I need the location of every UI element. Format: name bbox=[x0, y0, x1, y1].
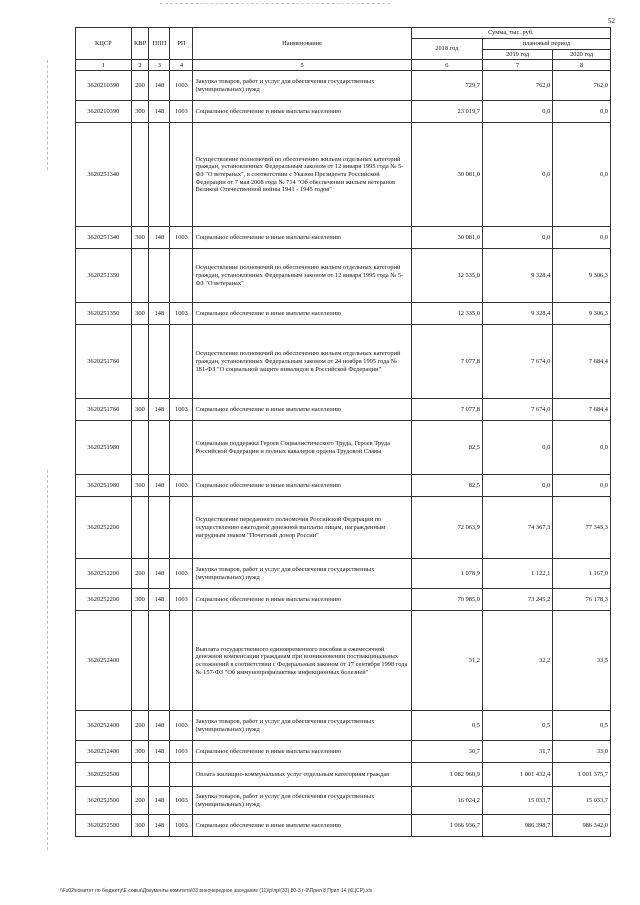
amount-2020-cell: 33,5 bbox=[553, 611, 611, 711]
kcsr-cell: 3620251760 bbox=[76, 325, 132, 399]
col-number: 7 bbox=[482, 60, 552, 71]
amount-2018-cell: 82,5 bbox=[411, 475, 482, 497]
kvr-cell: 200 bbox=[131, 787, 149, 815]
amount-2018-cell: 7 077,8 bbox=[411, 325, 482, 399]
rp-cell: 1003 bbox=[170, 303, 193, 325]
kvr-cell bbox=[131, 763, 149, 787]
amount-2018-cell: 31,2 bbox=[411, 611, 482, 711]
amount-2020-cell: 33,0 bbox=[553, 741, 611, 763]
table-row bbox=[76, 475, 611, 497]
amount-2018-cell: 70 985,0 bbox=[411, 589, 482, 611]
kcsr-cell: 3620251340 bbox=[76, 123, 132, 227]
kvr-cell: 300 bbox=[131, 475, 149, 497]
table-row bbox=[76, 303, 611, 325]
col-number: 2 bbox=[131, 60, 149, 71]
name-cell: Социальное обеспечение и иные выплаты населению bbox=[193, 101, 411, 123]
amount-2019-cell: 0,0 bbox=[482, 421, 552, 475]
header-name: Наименование bbox=[193, 28, 411, 60]
amount-2018-cell: 0,5 bbox=[411, 711, 482, 741]
amount-2018-cell: 1 078,9 bbox=[411, 559, 482, 589]
amount-2019-cell: 0,5 bbox=[482, 711, 552, 741]
kvr-cell bbox=[131, 123, 149, 227]
table-row bbox=[76, 787, 611, 815]
amount-2019-cell: 0,0 bbox=[482, 123, 552, 227]
kcsr-cell: 3620252200 bbox=[76, 497, 132, 559]
amount-2018-cell: 30,7 bbox=[411, 741, 482, 763]
rp-cell: 1003 bbox=[170, 741, 193, 763]
rp-cell: 1003 bbox=[170, 787, 193, 815]
header-plan-period: плановый период bbox=[482, 39, 610, 50]
amount-2019-cell: 762,0 bbox=[482, 71, 552, 101]
kvr-cell bbox=[131, 421, 149, 475]
name-cell: Социальное обеспечение и иные выплаты населению bbox=[193, 399, 411, 421]
table-row bbox=[76, 741, 611, 763]
kcsr-cell: 3620251980 bbox=[76, 421, 132, 475]
kvr-cell: 300 bbox=[131, 303, 149, 325]
kcsr-cell: 3620252400 bbox=[76, 611, 132, 711]
amount-2018-cell: 12 335,0 bbox=[411, 303, 482, 325]
table-body bbox=[76, 71, 611, 837]
amount-2018-cell: 23 019,7 bbox=[411, 101, 482, 123]
amount-2020-cell: 0,0 bbox=[553, 475, 611, 497]
rp-cell: 1003 bbox=[170, 559, 193, 589]
name-cell: Социальная поддержка Героев Социалистического Труда, Героев Труда Российской Федерации и полных кавалеров ордена Трудовой Славы bbox=[193, 421, 411, 475]
table-row bbox=[76, 815, 611, 837]
kvr-cell: 200 bbox=[131, 71, 149, 101]
amount-2019-cell: 31,7 bbox=[482, 741, 552, 763]
kcsr-cell: 3620252400 bbox=[76, 711, 132, 741]
ppp-cell bbox=[149, 497, 170, 559]
amount-2020-cell: 9 306,3 bbox=[553, 249, 611, 303]
kvr-cell: 300 bbox=[131, 589, 149, 611]
table-row bbox=[76, 611, 611, 711]
table-row bbox=[76, 589, 611, 611]
header-kcsr: КЦСР bbox=[76, 28, 132, 60]
rp-cell: 1003 bbox=[170, 101, 193, 123]
name-cell: Социальное обеспечение и иные выплаты населению bbox=[193, 741, 411, 763]
amount-2020-cell: 1 167,0 bbox=[553, 559, 611, 589]
ppp-cell bbox=[149, 325, 170, 399]
name-cell: Социальное обеспечение и иные выплаты населению bbox=[193, 589, 411, 611]
table-row bbox=[76, 497, 611, 559]
rp-cell: 1003 bbox=[170, 227, 193, 249]
amount-2019-cell: 73 245,2 bbox=[482, 589, 552, 611]
scan-artifact-line bbox=[160, 3, 390, 4]
header-rp: РП bbox=[170, 28, 193, 60]
kvr-cell: 300 bbox=[131, 741, 149, 763]
kcsr-cell: 3620210390 bbox=[76, 71, 132, 101]
amount-2018-cell: 1 082 960,9 bbox=[411, 763, 482, 787]
table-row bbox=[76, 123, 611, 227]
rp-cell bbox=[170, 123, 193, 227]
ppp-cell: 148 bbox=[149, 787, 170, 815]
table-row bbox=[76, 421, 611, 475]
name-cell: Оплата жилищно-коммунальных услуг отдельным категориям граждан bbox=[193, 763, 411, 787]
ppp-cell: 148 bbox=[149, 559, 170, 589]
rp-cell: 1003 bbox=[170, 711, 193, 741]
header-2018: 2018 год bbox=[411, 39, 482, 60]
kvr-cell: 300 bbox=[131, 227, 149, 249]
amount-2020-cell: 76 178,3 bbox=[553, 589, 611, 611]
col-number: 8 bbox=[553, 60, 611, 71]
amount-2019-cell: 0,0 bbox=[482, 227, 552, 249]
col-number: 1 bbox=[76, 60, 132, 71]
amount-2018-cell: 82,5 bbox=[411, 421, 482, 475]
name-cell: Осуществление полномочий по обеспечению жильем отдельных категорий граждан, установленных Федеральным законом от 12 января 1995 года № 5-ФЗ "О ветеранах", в соответствии с Указом Президента Российской Федерации от 7 мая 2008 года № 714 "Об обеспечении жильем ветеранов Великой Отечественной войны 1941 - 1945 годов" bbox=[193, 123, 411, 227]
ppp-cell: 148 bbox=[149, 475, 170, 497]
name-cell: Выплата государственного единовременного пособия и ежемесячной денежной компенсации гражданам при возникновении поствакцинальных осложнений в соответствии с Федеральным законом от 17 сентября 1998 года № 157-ФЗ "Об иммунопрофилактике инфекционных болезней" bbox=[193, 611, 411, 711]
name-cell: Осуществление полномочий по обеспечению жильем отдельных категорий граждан, установленных Федеральным законом от 24 ноября 1995 года № 181-ФЗ "О социальной защите инвалидов в Российской Федерации" bbox=[193, 325, 411, 399]
kcsr-cell: 3620252500 bbox=[76, 815, 132, 837]
table-row bbox=[76, 249, 611, 303]
amount-2020-cell: 0,0 bbox=[553, 227, 611, 249]
kvr-cell: 300 bbox=[131, 399, 149, 421]
rp-cell bbox=[170, 611, 193, 711]
ppp-cell: 148 bbox=[149, 589, 170, 611]
amount-2019-cell: 1 122,1 bbox=[482, 559, 552, 589]
amount-2019-cell: 986 398,7 bbox=[482, 815, 552, 837]
header-ppp: ППП bbox=[149, 28, 170, 60]
kcsr-cell: 3620251350 bbox=[76, 249, 132, 303]
amount-2020-cell: 7 684,4 bbox=[553, 399, 611, 421]
amount-2018-cell: 1 066 936,7 bbox=[411, 815, 482, 837]
ppp-cell bbox=[149, 611, 170, 711]
amount-2019-cell: 7 674,0 bbox=[482, 325, 552, 399]
kvr-cell bbox=[131, 611, 149, 711]
name-cell: Социальное обеспечение и иные выплаты населению bbox=[193, 815, 411, 837]
budget-table bbox=[75, 27, 611, 837]
col-number: 4 bbox=[170, 60, 193, 71]
table-row bbox=[76, 711, 611, 741]
name-cell: Закупка товаров, работ и услуг для обеспечения государственных (муниципальных) нужд bbox=[193, 711, 411, 741]
kcsr-cell: 3620210390 bbox=[76, 101, 132, 123]
amount-2020-cell: 77 345,3 bbox=[553, 497, 611, 559]
kcsr-cell: 3620252500 bbox=[76, 763, 132, 787]
file-path-footer: \\Fs02\комитет по бюджету\Е совка\Документы комитета\03 внеочередное заседание (11)\р\пр\(33) 80-3 г-9\Прил 8 Прил 14 (КЦСР).xls bbox=[60, 888, 373, 894]
amount-2020-cell: 762,0 bbox=[553, 71, 611, 101]
amount-2020-cell: 0,5 bbox=[553, 711, 611, 741]
kvr-cell: 300 bbox=[131, 101, 149, 123]
kvr-cell bbox=[131, 325, 149, 399]
name-cell: Социальное обеспечение и иные выплаты населению bbox=[193, 475, 411, 497]
rp-cell: 1003 bbox=[170, 815, 193, 837]
amount-2018-cell: 30 081,0 bbox=[411, 227, 482, 249]
name-cell: Закупка товаров, работ и услуг для обеспечения государственных (муниципальных) нужд bbox=[193, 787, 411, 815]
amount-2019-cell: 7 674,0 bbox=[482, 399, 552, 421]
name-cell: Социальное обеспечение и иные выплаты населению bbox=[193, 303, 411, 325]
ppp-cell bbox=[149, 123, 170, 227]
kcsr-cell: 3620252200 bbox=[76, 589, 132, 611]
amount-2018-cell: 30 081,0 bbox=[411, 123, 482, 227]
rp-cell: 1003 bbox=[170, 399, 193, 421]
page-number: 52 bbox=[608, 17, 615, 25]
amount-2019-cell: 15 033,7 bbox=[482, 787, 552, 815]
header-kvr: КВР bbox=[131, 28, 149, 60]
ppp-cell: 148 bbox=[149, 101, 170, 123]
kvr-cell: 300 bbox=[131, 815, 149, 837]
name-cell: Осуществление переданного полномочия Российской Федерации по осуществлению ежегодной денежной выплаты лицам, награжденным нагрудным знаком "Почетный донор России" bbox=[193, 497, 411, 559]
table-row bbox=[76, 325, 611, 399]
ppp-cell: 148 bbox=[149, 303, 170, 325]
rp-cell: 1003 bbox=[170, 589, 193, 611]
header-sum: Сумма, тыс. руб. bbox=[411, 28, 610, 39]
amount-2018-cell: 12 335,0 bbox=[411, 249, 482, 303]
kvr-cell bbox=[131, 249, 149, 303]
amount-2018-cell: 729,7 bbox=[411, 71, 482, 101]
header-2020: 2020 год bbox=[553, 49, 611, 60]
name-cell: Закупка товаров, работ и услуг для обеспечения государственных (муниципальных) нужд bbox=[193, 71, 411, 101]
table-row bbox=[76, 227, 611, 249]
rp-cell bbox=[170, 763, 193, 787]
table-row bbox=[76, 399, 611, 421]
amount-2020-cell: 1 001 375,7 bbox=[553, 763, 611, 787]
column-numbers-row bbox=[76, 60, 611, 71]
name-cell: Осуществление полномочий по обеспечению жильем отдельных категорий граждан, установленных Федеральным законом от 12 января 1995 года № 5-ФЗ "О ветеранах" bbox=[193, 249, 411, 303]
kvr-cell: 200 bbox=[131, 711, 149, 741]
amount-2019-cell: 0,0 bbox=[482, 475, 552, 497]
ppp-cell: 148 bbox=[149, 71, 170, 101]
amount-2018-cell: 7 077,8 bbox=[411, 399, 482, 421]
amount-2019-cell: 9 328,4 bbox=[482, 249, 552, 303]
rp-cell: 1003 bbox=[170, 71, 193, 101]
amount-2020-cell: 9 306,3 bbox=[553, 303, 611, 325]
ppp-cell bbox=[149, 249, 170, 303]
header-2019: 2019 год bbox=[482, 49, 552, 60]
kvr-cell bbox=[131, 497, 149, 559]
kcsr-cell: 3620251340 bbox=[76, 227, 132, 249]
table-row bbox=[76, 71, 611, 101]
rp-cell bbox=[170, 325, 193, 399]
amount-2020-cell: 986 342,0 bbox=[553, 815, 611, 837]
name-cell: Закупка товаров, работ и услуг для обеспечения государственных (муниципальных) нужд bbox=[193, 559, 411, 589]
kcsr-cell: 3620251980 bbox=[76, 475, 132, 497]
col-number: 3 bbox=[149, 60, 170, 71]
table-row bbox=[76, 559, 611, 589]
amount-2019-cell: 9 328,4 bbox=[482, 303, 552, 325]
kvr-cell: 200 bbox=[131, 559, 149, 589]
amount-2019-cell: 74 367,3 bbox=[482, 497, 552, 559]
amount-2018-cell: 72 063,9 bbox=[411, 497, 482, 559]
rp-cell: 1003 bbox=[170, 475, 193, 497]
kcsr-cell: 3620251760 bbox=[76, 399, 132, 421]
kcsr-cell: 3620252200 bbox=[76, 559, 132, 589]
amount-2019-cell: 1 001 432,4 bbox=[482, 763, 552, 787]
amount-2020-cell: 7 684,4 bbox=[553, 325, 611, 399]
table-row bbox=[76, 101, 611, 123]
ppp-cell bbox=[149, 421, 170, 475]
rp-cell bbox=[170, 421, 193, 475]
scan-margin-line bbox=[47, 470, 48, 850]
amount-2018-cell: 16 024,2 bbox=[411, 787, 482, 815]
ppp-cell: 148 bbox=[149, 711, 170, 741]
ppp-cell bbox=[149, 763, 170, 787]
table-row bbox=[76, 763, 611, 787]
amount-2020-cell: 0,0 bbox=[553, 101, 611, 123]
rp-cell bbox=[170, 249, 193, 303]
name-cell: Социальное обеспечение и иные выплаты населению bbox=[193, 227, 411, 249]
ppp-cell: 148 bbox=[149, 741, 170, 763]
col-number: 5 bbox=[193, 60, 411, 71]
ppp-cell: 148 bbox=[149, 399, 170, 421]
amount-2020-cell: 15 033,7 bbox=[553, 787, 611, 815]
kcsr-cell: 3620252400 bbox=[76, 741, 132, 763]
rp-cell bbox=[170, 497, 193, 559]
amount-2019-cell: 32,2 bbox=[482, 611, 552, 711]
col-number: 6 bbox=[411, 60, 482, 71]
amount-2020-cell: 0,0 bbox=[553, 123, 611, 227]
ppp-cell: 148 bbox=[149, 227, 170, 249]
kcsr-cell: 3620252500 bbox=[76, 787, 132, 815]
amount-2020-cell: 0,0 bbox=[553, 421, 611, 475]
ppp-cell: 148 bbox=[149, 815, 170, 837]
kcsr-cell: 3620251350 bbox=[76, 303, 132, 325]
scan-margin-line bbox=[47, 60, 48, 170]
amount-2019-cell: 0,0 bbox=[482, 101, 552, 123]
